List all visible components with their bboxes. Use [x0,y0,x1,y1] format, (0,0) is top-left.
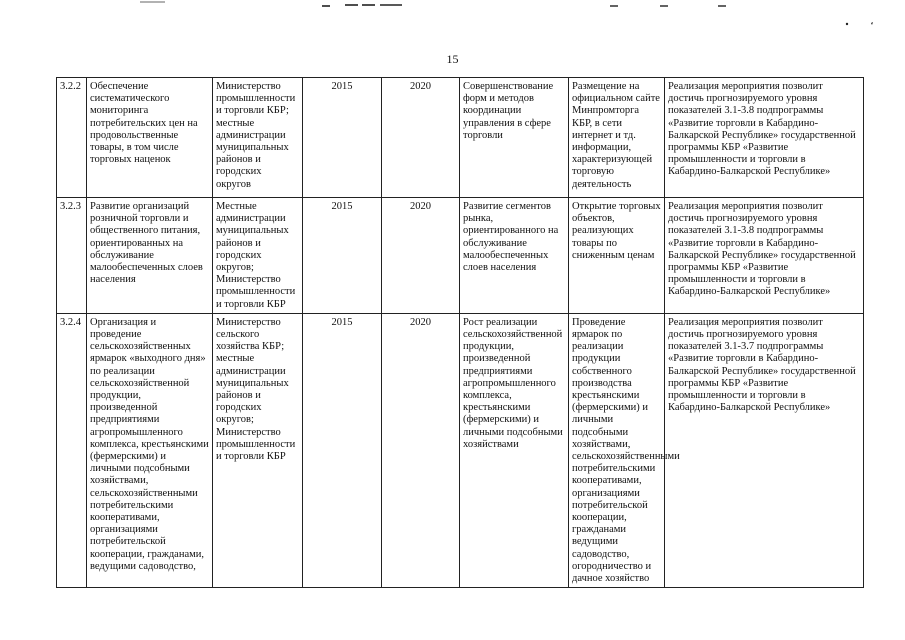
table-row [57,78,864,198]
expected-result: Рост реализации сельскохозяйственной продукции, произведенной предприятиями агропромышленного комплекса, крестьянскими (фермерскими) и личными подсобными хозяйствами [460,313,569,587]
end-year: 2020 [382,78,460,198]
start-year: 2015 [303,313,382,587]
expected-result: Совершенствование форм и методов координации управления в сфере торговли [460,78,569,198]
start-year: 2015 [303,78,382,198]
implementation-directions: Размещение на официальном сайте Минпромторга КБР, в сети интернет и тд. информации, характеризующей торговую деятельность [569,78,665,198]
executor: Местные администрации муниципальных районов и городских округов; Министерство промышленности и торговли КБР [213,198,303,314]
scan-artifact-marks [0,0,905,30]
row-number: 3.2.2 [57,78,87,198]
event-name: Развитие организаций розничной торговли и общественного питания, ориентированных на обслуживание малообеспеченных слоев населения [87,198,213,314]
table-row [57,313,864,587]
expected-result: Развитие сегментов рынка, ориентированного на обслуживание малообеспеченных слоев населения [460,198,569,314]
implementation-directions: Проведение ярмарок по реализации продукции собственного производства крестьянскими (фермерскими) и личными подсобными хозяйствами, сельскохозяйственными потребительскими кооперативами, организациями потребительской кооперации, гражданами ведущими садоводство, огородничество и дачное хозяйство [569,313,665,587]
executor: Министерство промышленности и торговли КБР; местные администрации муниципальных районов и городских округов [213,78,303,198]
table-row [57,198,864,314]
measures-table [56,77,864,588]
row-number: 3.2.4 [57,313,87,587]
page-number: 15 [446,52,459,66]
implementation-directions: Открытие торговых объектов, реализующих товары по сниженным ценам [569,198,665,314]
start-year: 2015 [303,198,382,314]
end-year: 2020 [382,313,460,587]
event-name: Организация и проведение сельскохозяйственных ярмарок «выходного дня» по реализации сельскохозяйственной продукции, произведенной предприятиями агропромышленного комплекса, крестьянскими (фермерскими) и личными подсобными хозяйствами, сельскохозяйственными потребительскими кооперативами, организациями потребительской кооперации, гражданами, ведущими садоводство, [87,313,213,587]
executor: Министерство сельского хозяйства КБР; местные администрации муниципальных районов и городских округов; Министерство промышленности и торговли КБР [213,313,303,587]
event-name: Обеспечение систематического мониторинга потребительских цен на продовольственные товары, в том числе торговых наценок [87,78,213,198]
end-year: 2020 [382,198,460,314]
indicator-link: Реализация мероприятия позволит достичь прогнозируемого уровня показателей 3.1-3.8 подпрограммы «Развитие торговли в Кабардино-Балкарской Республике» государственной программы КБР «Развитие промышленности и торговли в Кабардино-Балкарской Республике» [665,78,864,198]
indicator-link: Реализация мероприятия позволит достичь прогнозируемого уровня показателей 3.1-3.7 подпрограммы «Развитие торговли в Кабардино-Балкарской Республике» государственной программы КБР «Развитие промышленности и торговли в Кабардино-Балкарской Республике» [665,313,864,587]
row-number: 3.2.3 [57,198,87,314]
indicator-link: Реализация мероприятия позволит достичь прогнозируемого уровня показателей 3.1-3.8 подпрограммы «Развитие торговли в Кабардино-Балкарской Республике» государственной программы КБР «Развитие промышленности и торговли в Кабардино-Балкарской Республике» [665,198,864,314]
